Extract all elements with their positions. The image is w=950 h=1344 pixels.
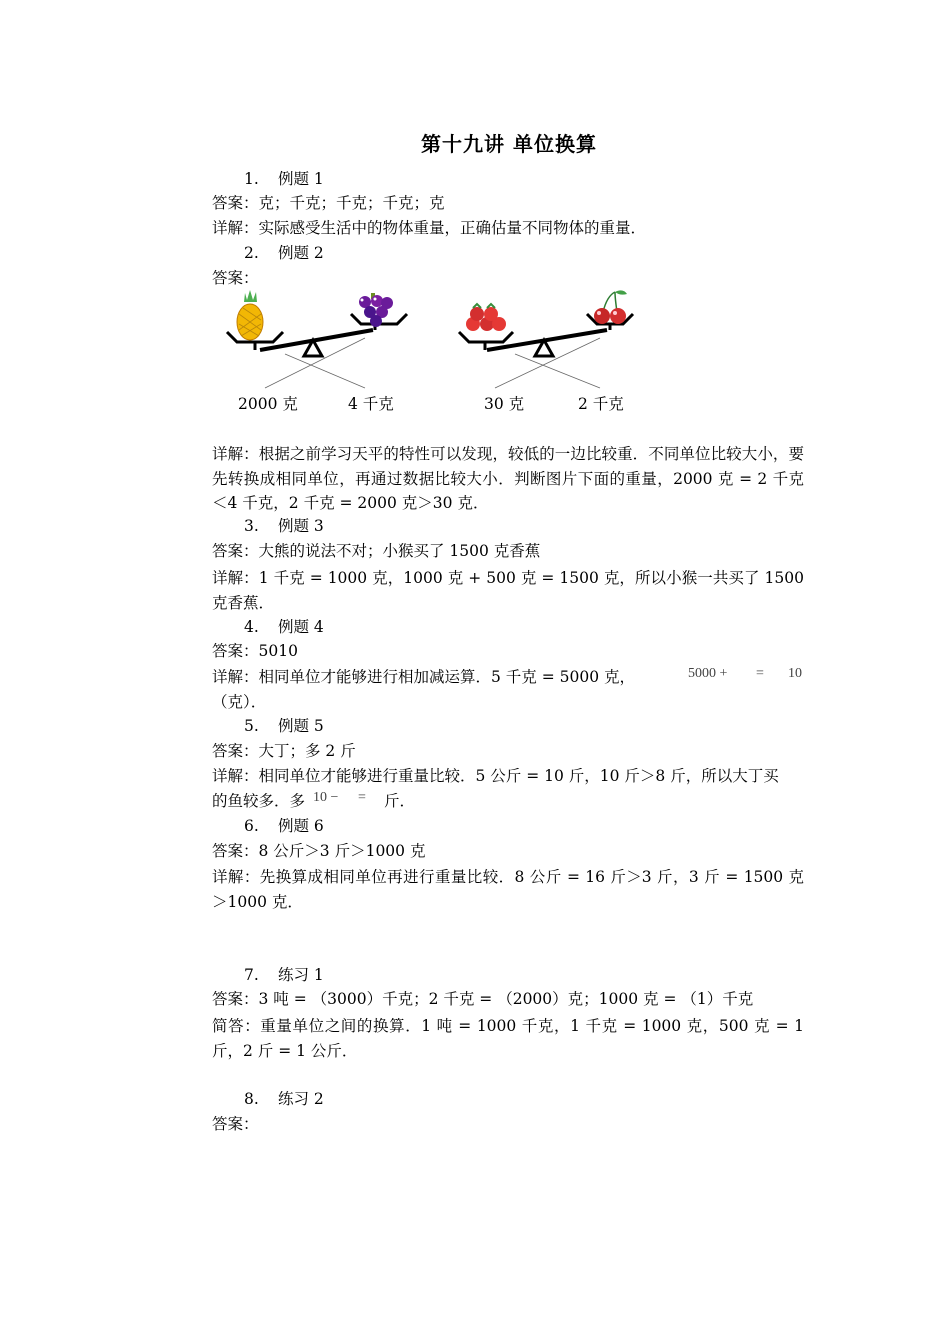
page-title: 第十九讲 单位换算 [421,132,597,156]
detail-text: 详解：先换算成相同单位再进行重量比较．8 公斤 = 16 斤＞3 斤，3 斤 = 1500 克＞1000 克． [212,868,804,911]
item-label: 例题 1 [278,170,324,188]
answer-text: 答案：8 公斤＞3 斤＞1000 克 [212,842,426,860]
detail-text: 斤． [384,792,416,810]
strawberries-icon [466,304,506,331]
detail-text: 简答：重量单位之间的换算．1 吨 = 1000 千克，1 千克 = 1000 克，500 克 = 1 斤，2 斤 = 1 公斤． [212,1017,804,1060]
answer-text: 答案：5010 [212,642,298,660]
item-label: 例题 6 [278,817,324,835]
item-label: 例题 3 [278,517,324,535]
item-label: 例题 4 [278,618,324,636]
weight-label: 2 千克 [578,395,624,413]
detail-text: 详解：1 千克 = 1000 克，1000 克 + 500 克 = 1500 克，所以小猴一共买了 1500 克香蕉． [212,569,804,612]
formula-part: 5000 + [688,666,728,681]
pineapple-icon [237,290,263,340]
item-label: 练习 1 [278,966,324,984]
detail-text: （克）． [212,693,267,711]
answer-text: 答案：克；千克；千克；千克；克 [212,194,445,212]
item-number: 8. [244,1090,259,1108]
item-number: 3. [244,517,259,535]
formula-part: 10 − [313,790,339,805]
formula-equals: = [756,666,764,681]
item-number: 1. [244,170,259,188]
item-number: 2. [244,244,259,262]
detail-text: 的鱼较多．多 [212,792,306,810]
answer-text: 答案：3 吨 = （3000）千克；2 千克 = （2000）克；1000 克 = （1）千克 [212,990,754,1008]
item-number: 6. [244,817,259,835]
item-number: 5. [244,717,259,735]
item-label: 练习 2 [278,1090,324,1108]
item-number: 4. [244,618,259,636]
item-label: 例题 2 [278,244,324,262]
weight-label: 2000 克 [238,395,298,413]
cherries-icon [594,290,627,324]
detail-text: 详解：根据之前学习天平的特性可以发现，较低的一边比较重．不同单位比较大小，要先转换成相同单位，再通过数据比较大小．判断图片下面的重量，2000 克 = 2 千克＜4 千克，2 千克 = 2000 克＞30 克． [212,445,804,512]
detail-text: 详解：实际感受生活中的物体重量，正确估量不同物体的重量． [212,219,647,237]
grapes-icon [359,293,393,327]
formula-equals: = [358,790,366,805]
detail-text: 详解：相同单位才能够进行重量比较．5 公斤 = 10 斤，10 斤＞8 斤，所以大丁买 [212,767,779,785]
answer-text: 答案：大丁；多 2 斤 [212,742,356,760]
answer-text: 答案：大熊的说法不对；小猴买了 1500 克香蕉 [212,542,541,560]
formula-part: 10 [788,666,802,681]
weight-label: 4 千克 [348,395,394,413]
item-number: 7. [244,966,259,984]
detail-text: 详解：相同单位才能够进行相加减运算．5 千克 = 5000 克， [212,668,636,686]
item-label: 例题 5 [278,717,324,735]
answer-text: 答案： [212,1115,259,1133]
answer-text: 答案： [212,269,259,287]
weight-label: 30 克 [484,395,525,413]
